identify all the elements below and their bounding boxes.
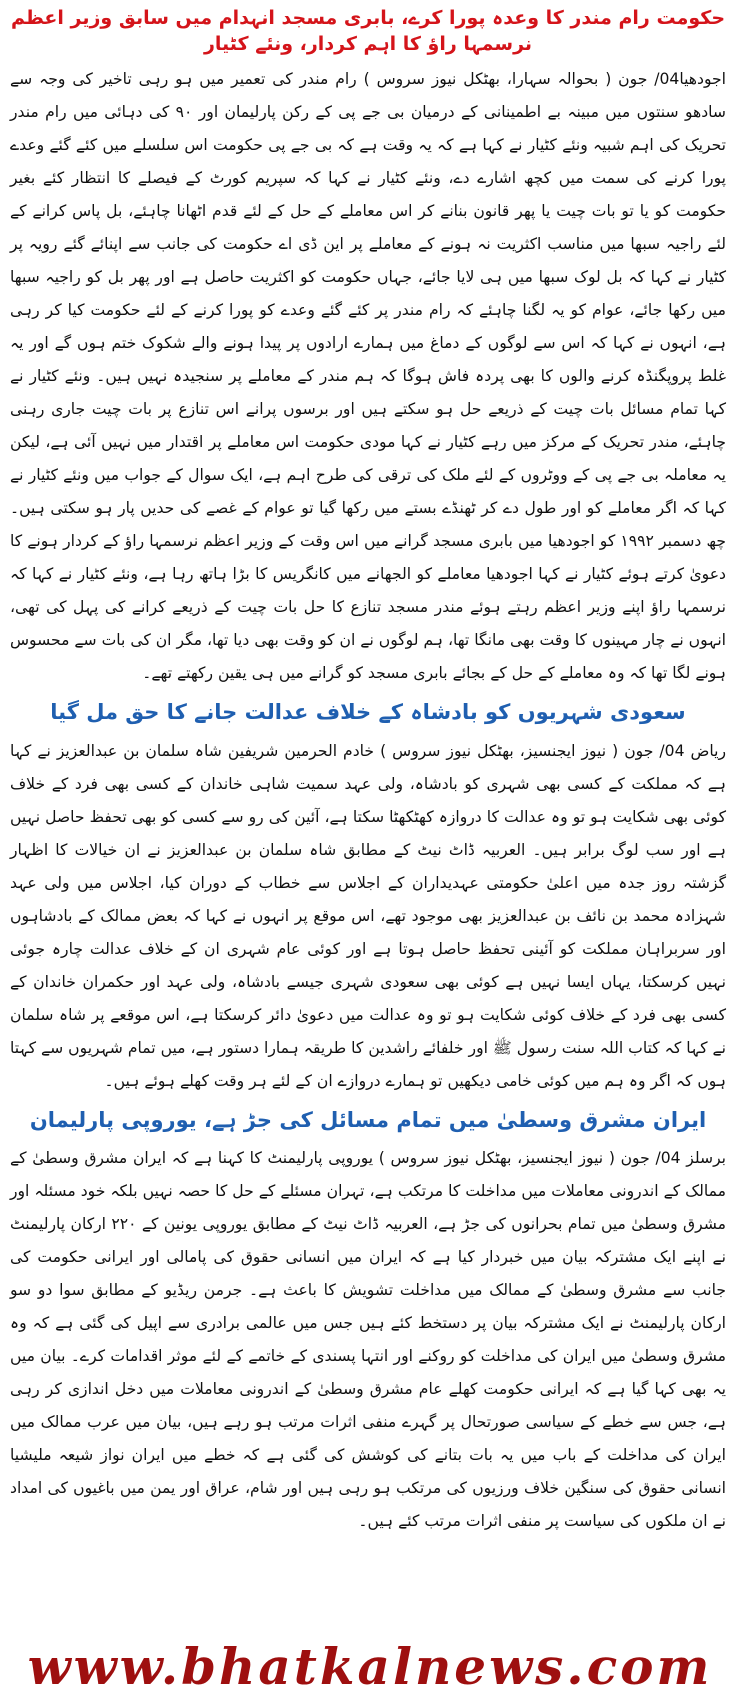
article-headline: سعودی شہریوں کو بادشاہ کے خلاف عدالت جانے کا حق مل گیا [50,700,686,725]
article-body: برسلز 04/ جون ( نیوز ایجنسیز، بھٹکل نیوز سروس ) یوروپی پارلیمنٹ کا کہنا ہے کہ ایران مشرق وسطیٰ کے ممالک کے اندرونی معاملات میں مداخلت کا مرتکب ہے، تہران مسئلے کے حل کا حصہ نہیں بلکہ خود مسئلہ اور مشرق وسطیٰ میں تمام بحرانوں کی جڑ ہے، العربیہ ڈاٹ نیٹ کے مطابق یوروپی یونین کے ۲۲۰ ارکان پارلیمنٹ نے اپنے ایک مشترکہ بیان میں خبردار کیا ہے کہ ایران میں انسانی حقوق کی پامالی اور ایرانی حکومت کی جانب سے مشرق وسطیٰ کے ممالک میں مداخلت تشویش کا باعث ہے۔ جرمن ریڈیو کے مطابق سوا دو سو ارکان پارلیمنٹ نے ایک مشترکہ بیان پر دستخط کئے ہیں جس میں عالمی برادری سے اپیل کی گئی ہے کہ وہ مشرق وسطیٰ میں ایران کی مداخلت کو روکنے اور انتہا پسندی کے خاتمے کے لئے موثر اقدامات کرے۔ بیان میں یہ بھی کہا گیا ہے کہ ایرانی حکومت کھلے عام مشرق وسطیٰ کے اندرونی معاملات میں دخل اندازی کر رہی ہے، جس سے خطے کے سیاسی صورتحال پر گہرے منفی اثرات مرتب ہو رہے ہیں، بیان میں عرب ممالک میں ایران کی مداخلت کے باب میں یہ بات بتانے کی کوشش کی گئی ہے کہ خطے میں ایران نواز شیعہ ملیشیا انسانی حقوق کی سنگین خلاف ورزیوں کی مرتکب ہو رہی ہیں اور شام، عراق اور یمن میں باغیوں کی امداد نے ان ملکوں کی سیاست پر منفی اثرات مرتب کئے ہیں۔ [10,1148,727,1530]
article-saudi-court [10,698,726,1097]
site-footer [0,1638,740,1696]
article-headline: ایران مشرق وسطیٰ میں تمام مسائل کی جڑ ہے، یوروپی پارلیمان [29,1107,707,1132]
article-body: اجودھیا04/ جون ( بحوالہ سہارا، بھٹکل نیوز سروس ) رام مندر کی تعمیر میں ہو رہی تاخیر کی وجہ سے سادھو سنتوں میں مبینہ بے اطمینانی کے درمیان بی جے پی کے رکن پارلیمان اور ۹۰ کی دہائی میں رام مندر تحریک کی اہم شبیہ ونئے کٹیار نے کہا ہے کہ یہ وقت ہے کہ بی جے پی حکومت اس سلسلے میں کئے گئے وعدے پورا کرنے کی سمت میں کچھ اشارے دے، ونئے کٹیار نے کہا کہ سپریم کورٹ کے فیصلے کا انتظار کئے بغیر حکومت کو یا تو بات چیت یا پھر قانون بنانے کر اس معاملے کے حل کے لئے قدم اٹھانا چاہئے، بل پاس کرانے کے لئے راجیہ سبھا میں مناسب اکثریت نہ ہونے کے معاملے پر این ڈی اے حکومت کی جانب سے اپنائے گئے رویہ پر کٹیار نے کہا کہ بل لوک سبھا میں ہی لایا جائے، جہاں حکومت کو اکثریت حاصل ہے اور پھر بل کو راجیہ سبھا میں رکھا جائے، عوام کو یہ لگنا چاہئے کہ رام مندر پر کئے گئے وعدے کو پورا کرنے کے لئے حکومت کیا کر رہی ہے، انہوں نے کہا کہ اس سے لوگوں کے دماغ میں ہمارے ارادوں پر پیدا ہونے والے شکوک ختم ہوں گے اور یہ غلط پروپگنڈہ کرنے والوں کا بھی پردہ فاش ہوگا کہ ہم مندر کے معاملے پر سنجیدہ نہیں ہیں۔ ونئے کٹیار نے کہا تمام مسائل بات چیت کے ذریعے حل ہو سکتے ہیں اور برسوں پرانے اس تنازع پر بات چیت جاری رہنی چاہئے، مندر تحریک کے مرکز میں رہے کٹیار نے کہا مودی حکومت اس معاملے پر اقتدار میں نہیں آئی ہے، لیکن یہ معاملہ بی جے پی کے ووٹروں کے لئے ملک کی ترقی کی طرح اہم ہے، ایک سوال کے جواب میں ونئے کٹیار نے کہا کہ اگر معاملے کو اور طول دے کر ٹھنڈے بستے میں رکھا گیا تو عوام کے غصے کی حدیں پار ہو سکتی ہیں۔ چھ دسمبر ۱۹۹۲ کو اجودھیا میں بابری مسجد گرانے میں اس وقت کے وزیر اعظم نرسمہا راؤ کے کردار ہونے کا دعویٰ کرتے ہوئے کٹیار نے کہا اجودھیا معاملے کو الجھانے میں کانگریس کا بڑا ہاتھ رہا ہے، ونئے کٹیار نے کہا کہ نرسمہا راؤ اپنے وزیر اعظم رہتے ہوئے مندر مسجد تنازع کا حل بات چیت کے ذریعے کرانے کی پہل کی تھی، انہوں نے چار مہینوں کا وقت بھی مانگا تھا، ہم لوگوں نے ان کو وقت بھی دیا تھا، مگر ان کی بات سے محسوس ہونے لگا تھا کہ وہ معاملے کے حل کے بجائے بابری مسجد کو گرانے میں ہی یقین رکھتے تھے۔ [10,70,726,683]
article-headline: حکومت رام مندر کا وعدہ پورا کرے، بابری مسجد انہدام میں سابق وزیر اعظم نرسمہا راؤ کا اہم کردار، ونئے کٹیار [10,7,726,55]
article-body: ریاض 04/ جون ( نیوز ایجنسیز، بھٹکل نیوز سروس ) خادم الحرمین شریفین شاہ سلمان بن عبدالعزیز نے کہا ہے کہ مملکت کے کسی بھی شہری کو بادشاہ، ولی عہد سمیت شاہی خاندان کے کسی بھی فرد کے خلاف کوئی بھی شکایت ہو تو وہ عدالت کا دروازہ کھٹکھٹا سکتا ہے، آئین کی رو سے کسی کو بھی تحفظ حاصل نہیں ہے اور سب لوگ برابر ہیں۔ العربیہ ڈاٹ نیٹ کے مطابق شاہ سلمان بن عبدالعزیز نے ان خیالات کا اظہار گزشتہ روز جدہ میں اعلیٰ حکومتی عہدیداران کے اجلاس سے خطاب کے دوران کیا، اجلاس میں ولی عہد شہزادہ محمد بن نائف بن عبدالعزیز بھی موجود تھے، اس موقع پر انہوں نے کہا کہ بعض ممالک کے بادشاہوں اور سربراہان مملکت کو آئینی تحفظ حاصل ہوتا ہے اور کوئی عام شہری ان کے خلاف عدالت چارہ جوئی نہیں کرسکتا، یہاں ایسا نہیں ہے کوئی بھی سعودی شہری جیسے بادشاہ، ولی عہد اور حکمران خاندان کے کسی بھی فرد کے خلاف کوئی شکایت ہو تو وہ عدالت میں دعویٰ دائر کرسکتا ہے، اس موقعے پر شاہ سلمان نے کہا کہ کتاب اللہ سنت رسول ﷺ اور خلفائے راشدین کا طریقہ ہمارا دستور ہے، میں تمام شہریوں سے کہتا ہوں کہ اگر وہ ہم میں کوئی خامی دیکھیں تو ہمارے دروازے ان کے لئے ہر وقت کھلے ہوئے ہیں۔ [10,741,726,1090]
site-logo: www.bhatkalnews.com [27,1638,713,1696]
article-iran-eu-parliament [10,1106,726,1538]
article-ram-mandir [10,0,726,690]
